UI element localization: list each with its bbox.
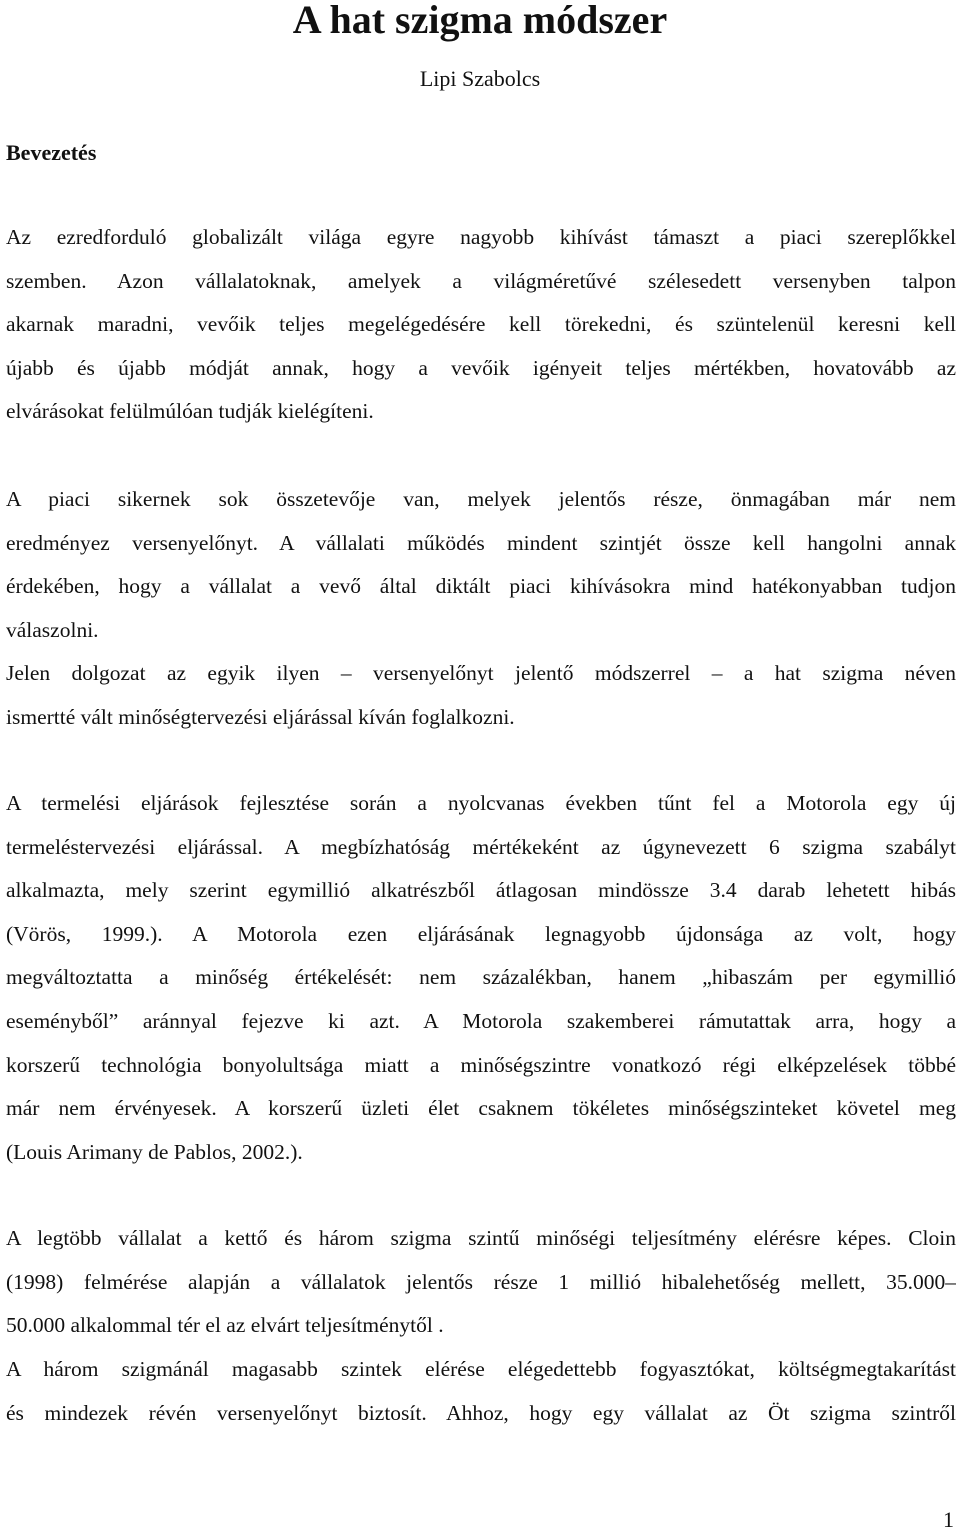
author-name: Lipi Szabolcs — [419, 66, 541, 91]
text-line: (1998) felmérése alapján a vállalatok jelentős része 1 millió hibalehetőség mellett, 35.000– — [6, 1269, 956, 1294]
paragraph-motorola — [6, 782, 956, 1174]
text-line: akarnak maradni, vevőik teljes megelégedésére kell törekedni, és szüntelenül keresni kell — [6, 312, 956, 337]
text-line: eseményből” aránnyal fejezve ki azt. A Motorola szakemberei rámutattak arra, hogy a — [6, 1008, 956, 1033]
text-line: elvárásokat felülmúlóan tudják kielégíteni. — [6, 399, 374, 424]
paragraph-market-success — [6, 478, 956, 652]
text-line: és mindezek révén versenyelőnyt biztosít. Ahhoz, hogy egy vállalat az Öt szigma szintről — [6, 1400, 956, 1425]
text-line: (Louis Arimany de Pablos, 2002.). — [6, 1139, 303, 1164]
text-line: A három szigmánál magasabb szintek elérése elégedettebb fogyasztókat, költségmegtakarítást — [6, 1357, 956, 1381]
text-line: korszerű technológia bonyolultsága miatt a minőségszintre vonatkozó régi elképzelések többé — [6, 1052, 956, 1077]
paragraph-sigma-levels — [6, 1217, 956, 1348]
paragraph-intro — [6, 216, 956, 434]
text-line: Az ezredforduló globalizált világa egyre nagyobb kihívást támaszt a piaci szereplőkkel — [6, 225, 956, 249]
text-line: érdekében, hogy a vállalat a vevő által diktált piaci kihívásokra mind hatékonyabban tudjon — [6, 574, 956, 599]
text-line: szemben. Azon vállalatoknak, amelyek a világméretűvé szélesedett versenyben talpon — [6, 268, 956, 293]
text-line: A termelési eljárások fejlesztése során a nyolcvanas években tűnt fel a Motorola egy új — [6, 791, 956, 815]
text-line: (Vörös, 1999.). A Motorola ezen eljárásának legnagyobb újdonsága az volt, hogy — [6, 921, 956, 946]
text-line: válaszolni. — [6, 617, 99, 642]
text-line: újabb és újabb módját annak, hogy a vevőik igényeit teljes mértékben, hovatovább az — [6, 355, 956, 380]
text-line: alkalmazta, mely szerint egymillió alkatrészből átlagosan mindössze 3.4 darab lehetett hibás — [6, 878, 956, 903]
paragraph-higher-levels — [6, 1348, 956, 1435]
text-line: ismertté vált minőségtervezési eljárással kíván foglalkozni. — [6, 704, 515, 729]
text-line: megváltoztatta a minőség értékelését: nem százalékban, hanem „hibaszám per egymillió — [6, 965, 956, 990]
page-number: 1 — [943, 1507, 954, 1532]
section-heading: Bevezetés — [6, 140, 97, 165]
text-line: már nem érvényesek. A korszerű üzleti élet csaknem tökéletes minőségszinteket követel meg — [6, 1096, 956, 1121]
text-line: eredményez versenyelőnyt. A vállalati működés mindent szintjét össze kell hangolni annak — [6, 530, 956, 555]
text-line: 50.000 alkalommal tér el az elvárt teljesítménytől . — [6, 1313, 444, 1338]
document-title: A hat szigma módszer — [292, 0, 668, 42]
text-line: Jelen dolgozat az egyik ilyen – versenyelőnyt jelentő módszerrel – a hat szigma néven — [6, 661, 956, 685]
paragraph-purpose — [6, 652, 956, 739]
text-line: A legtöbb vállalat a kettő és három szigma szintű minőségi teljesítmény elérésre képes. Cloin — [6, 1226, 956, 1250]
text-line: A piaci sikernek sok összetevője van, melyek jelentős része, önmagában már nem — [6, 487, 956, 511]
text-line: termeléstervezési eljárással. A megbízhatóság mértékeként az úgynevezett 6 szigma szabályt — [6, 834, 956, 859]
